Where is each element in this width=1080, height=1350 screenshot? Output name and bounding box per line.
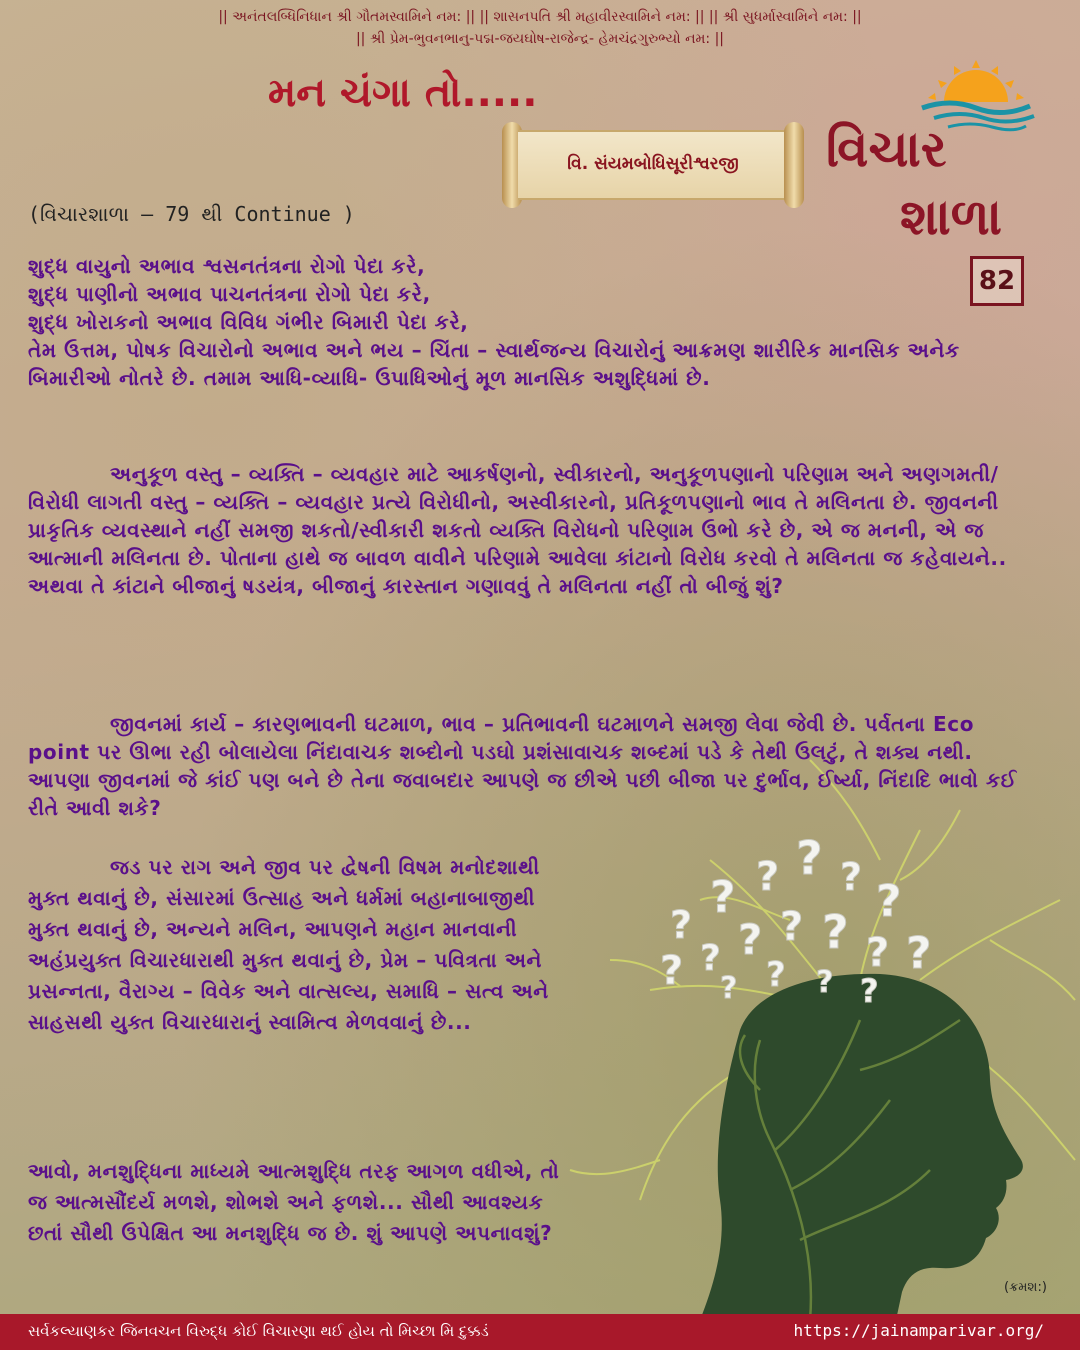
issue-number-badge: 82	[970, 256, 1024, 306]
paragraph-4: જડ પર રાગ અને જીવ પર દ્વેષની વિષમ મનોદશાથી મુક્ત થવાનું છે, સંસારમાં ઉત્સાહ અને ધર્મમાં બહાનાબાજીથી મુક્ત થવાનું છે, અન્યને મલિન, આપણને મહાન માનવાની અહંપ્રયુક્ત વિચારધારાથી મુક્ત થવાનું છે, પ્રેમ – પવિત્રતા અને પ્રસન્નતા, વૈરાગ્ય – વિવેક અને વાત્સલ્ય, સમાધિ – સત્વ અને સાહસથી યુક્ત વિચારધારાનું સ્વામિત્વ મેળવવાનું છે...	[28, 855, 549, 1034]
head-question-marks-illustration	[560, 740, 1080, 1320]
footer-bar	[0, 1314, 1080, 1350]
paragraph-3: જીવનમાં કાર્ય – કારણભાવની ઘટમાળ, ભાવ – પ્રતિભાવની ઘટમાળને સમજી લેવા જેવી છે. પર્વતના Eco point પર ઊભા રહી બોલાયેલા નિંદાવાચક શબ્દોનો પડઘો પ્રશંસાવાચક શબ્દમાં પડે કે તેથી ઉલટું, તે શક્ય નથી. આપણા જીવનમાં જે કાંઈ પણ બને છે તેના જવાબદાર આપણે જ છીએ પછી બીજા પર દુર્ભાવ, ઈર્ષ્યા, નિંદાદિ ભાવો કઈ રીતે આવી શકે?	[28, 712, 1017, 820]
svg-text:?: ?	[816, 965, 834, 1000]
continue-note: (વિચારશાળા – 79 થી Continue )	[28, 202, 355, 226]
svg-text:?: ?	[710, 872, 736, 923]
paragraph-5: આવો, મનશુદ્ધિના માધ્યમે આત્મશુદ્ધિ તરફ આગળ વધીએ, તો જ આત્મસૌંદર્ય મળશે, શોભશે અને ફળશે... સૌથી આવશ્યક છતાં સૌથી ઉપેક્ષિત આ મનશુદ્ધિ જ છે. શું આપણે અપનાવશું?	[28, 1159, 560, 1245]
website-link[interactable]: https://jainamparivar.org/	[793, 1321, 1044, 1340]
author-scroll-banner	[502, 122, 804, 208]
invocation-line-1: || અનંતલબ્ધિનિધાન શ્રી ગૌતમસ્વામિને નમ: || || શાસનપતિ શ્રી મહાવીરસ્વામિને નમ: || || શ્રી સુધર્માસ્વામિને નમ: ||	[218, 9, 862, 25]
svg-text:?: ?	[756, 854, 780, 900]
svg-text:?: ?	[738, 915, 763, 964]
svg-text:?: ?	[906, 928, 932, 979]
paragraph-1-line: શુદ્ધ વાયુનો અભાવ શ્વસનતંત્રના રોગો પેદા કરે,	[28, 254, 426, 278]
paragraph-1-line: શુદ્ધ ખોરાકનો અભાવ વિવિધ ગંભીર બિમારી પેદા કરે,	[28, 310, 469, 334]
paragraph-1-line: તેમ ઉત્તમ, પોષક વિચારોનો અભાવ અને ભય – ચિંતા – સ્વાર્થજન્ય વિચારોનું આક્રમણ શારીરિક માનસિક અનેક બિમારીઓ નોતરે છે. તમામ આધિ-વ્યાધિ- ઉપાધિઓનું મૂળ માનસિક અશુદ્ધિમાં છે.	[28, 338, 960, 390]
svg-text:?: ?	[766, 955, 786, 995]
to-be-continued-note: (ક્રમશ:)	[1004, 1280, 1047, 1295]
invocation-line-2: || શ્રી પ્રેમ-ભુવનભાનુ-પદ્મ-જયઘોષ-રાજેન્દ્ર- હેમચંદ્રગુરુભ્યો નમ: ||	[355, 31, 725, 47]
svg-text:?: ?	[840, 855, 863, 899]
article-title: મન ચંગા તો.....	[268, 70, 538, 116]
svg-text:?: ?	[796, 831, 823, 885]
svg-text:?: ?	[780, 904, 804, 950]
svg-text:?: ?	[660, 948, 684, 994]
paragraph-1	[28, 252, 1028, 392]
svg-text:?: ?	[860, 972, 879, 1010]
svg-text:?: ?	[700, 938, 721, 979]
author-name: વિ. સંયમબોધિસૂરીશ્વરજી	[567, 154, 739, 174]
invocation-header	[0, 6, 1080, 50]
paragraph-2: અનુકૂળ વસ્તુ – વ્યક્તિ – વ્યવહાર માટે આકર્ષણનો, સ્વીકારનો, અનુકૂળપણાનો પરિણામ અને અણગમતી/ વિરોધી લાગતી વસ્તુ – વ્યક્તિ – વ્યવહાર પ્રત્યે વિરોધીનો, અસ્વીકારનો, પ્રતિકૂળપણાનો ભાવ તે મલિનતા છે. જીવનની પ્રાકૃતિક વ્યવસ્થાને નહીં સમજી શકતો/સ્વીકારી શકતો વ્યક્તિ વિરોધનો પરિણામ ઉભો કરે છે, એ જ મનની, એ જ આત્માની મલિનતા છે. પોતાના હાથે જ બાવળ વાવીને પરિણામે આવેલા કાંટાનો વિરોધ કરવો તે મલિનતા જ કહેવાયને.. અથવા તે કાંટાને બીજાનું ષડયંત્ર, બીજાનું કારસ્તાન ગણાવવું તે મલિનતા નહીં તો બીજું શું?	[28, 462, 1007, 598]
paragraph-1-line: શુદ્ધ પાણીનો અભાવ પાચનતંત્રના રોગો પેદા કરે,	[28, 282, 431, 306]
svg-text:?: ?	[720, 971, 738, 1006]
footer-message: સર્વકલ્યાણકર જિનવચન વિરુદ્ધ કોઈ વિચારણા થઈ હોય તો મિચ્છા મિ દુક્કડં	[28, 1322, 489, 1340]
svg-text:?: ?	[822, 905, 849, 959]
svg-text:?: ?	[876, 876, 902, 927]
brand-title-line-1: વિચાર	[826, 120, 947, 178]
brand-title-line-2: શાળા	[900, 188, 1003, 246]
svg-text:?: ?	[866, 930, 890, 976]
svg-text:?: ?	[670, 903, 693, 947]
